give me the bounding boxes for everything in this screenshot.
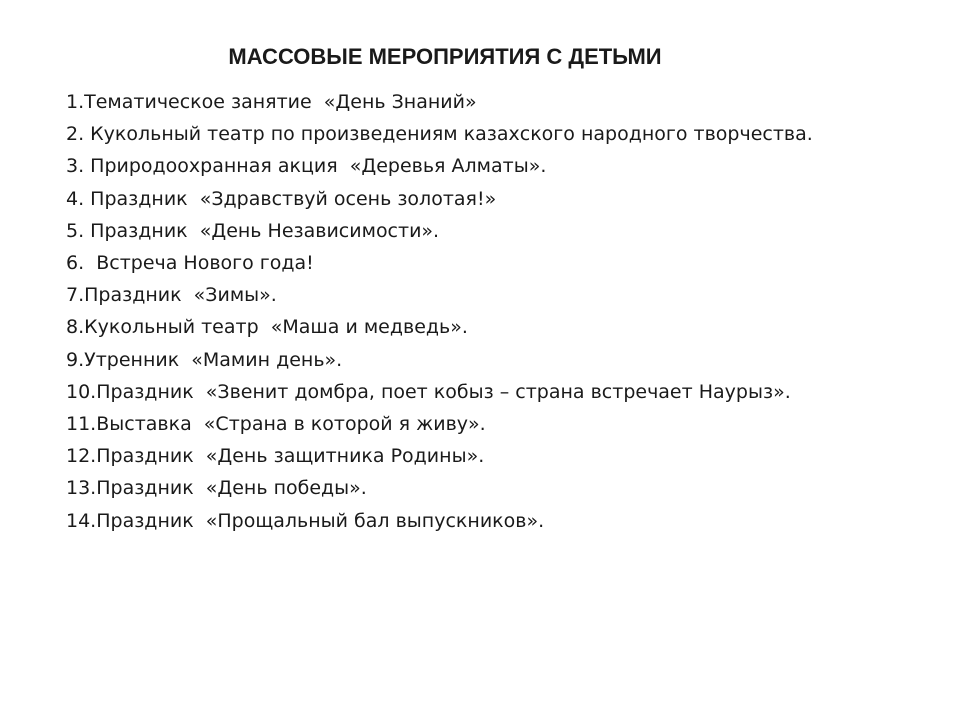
list-item: 4. Праздник «Здравствуй осень золотая!» bbox=[66, 187, 497, 210]
list-item: 2. Кукольный театр по произведениям казахского народного творчества. bbox=[66, 123, 813, 146]
events-list bbox=[66, 86, 936, 537]
list-item: 6. Встреча Нового года! bbox=[66, 252, 314, 275]
list-item: 8.Кукольный театр «Маша и медведь». bbox=[66, 316, 468, 339]
slide-title: МАССОВЫЕ МЕРОПРИЯТИЯ С ДЕТЬМИ bbox=[228, 44, 662, 69]
list-item: 7.Праздник «Зимы». bbox=[66, 284, 277, 307]
list-item: 3. Природоохранная акция «Деревья Алматы». bbox=[66, 155, 547, 178]
list-item: 11.Выставка «Страна в которой я живу». bbox=[66, 413, 486, 436]
list-item: 5. Праздник «День Независимости». bbox=[66, 219, 440, 242]
list-item: 13.Праздник «День победы». bbox=[66, 477, 367, 500]
list-item: 1.Тематическое занятие «День Знаний» bbox=[66, 91, 477, 113]
list-item: 12.Праздник «День защитника Родины». bbox=[66, 445, 485, 468]
list-item: 9.Утренник «Мамин день». bbox=[66, 348, 343, 371]
list-item: 14.Праздник «Прощальный бал выпускников». bbox=[66, 509, 545, 532]
list-item: 10.Праздник «Звенит домбра, поет кобыз – страна встречает Наурыз». bbox=[66, 380, 791, 403]
